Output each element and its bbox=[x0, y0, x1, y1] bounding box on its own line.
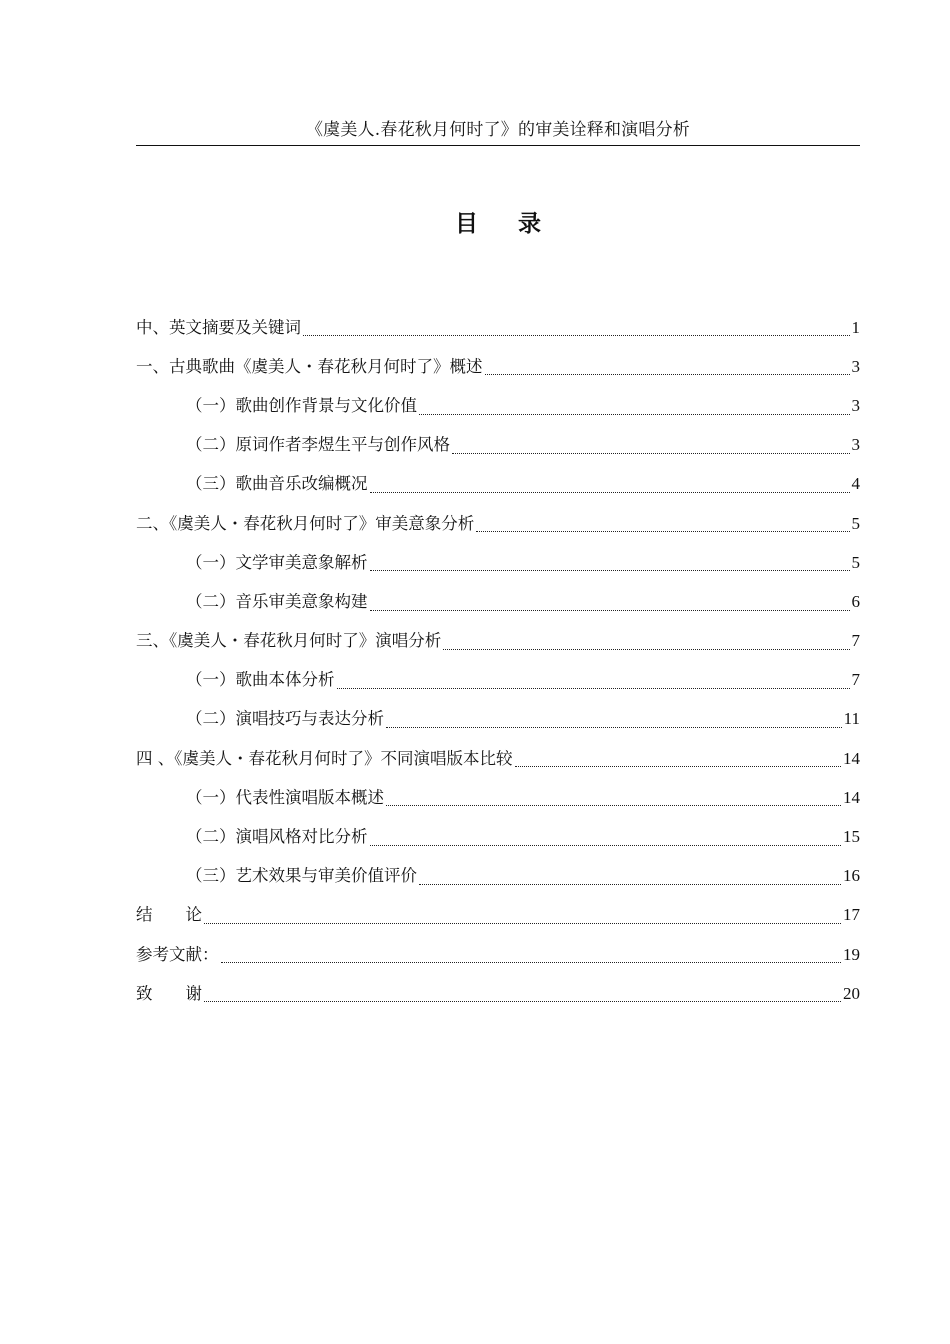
running-header: 《虞美人.春花秋月何时了》的审美诠释和演唱分析 bbox=[305, 120, 690, 140]
toc-entry-label: （二）原词作者李煜生平与创作风格 bbox=[186, 435, 450, 455]
toc-dot-leader bbox=[204, 923, 841, 924]
toc-dot-leader bbox=[221, 962, 842, 963]
toc-entry-label: （二）演唱技巧与表达分析 bbox=[186, 709, 384, 729]
toc-dot-leader bbox=[386, 805, 841, 806]
toc-dot-leader bbox=[370, 610, 850, 611]
toc-entry[interactable] bbox=[136, 739, 860, 778]
toc-dot-leader bbox=[370, 570, 850, 571]
toc-entry[interactable] bbox=[136, 347, 860, 386]
toc-entry-label: 二、《虞美人・春花秋月何时了》审美意象分析 bbox=[136, 513, 475, 533]
toc-list bbox=[136, 308, 860, 1013]
toc-dot-leader bbox=[476, 531, 849, 532]
toc-entry[interactable] bbox=[136, 700, 860, 739]
toc-dot-leader bbox=[443, 649, 849, 650]
toc-entry[interactable] bbox=[136, 386, 860, 425]
toc-entry-page: 5 bbox=[851, 513, 860, 533]
toc-entry[interactable] bbox=[136, 817, 860, 856]
toc-dot-leader bbox=[419, 414, 850, 415]
toc-entry-page: 5 bbox=[851, 552, 860, 572]
toc-entry[interactable] bbox=[136, 308, 860, 347]
toc-entry-page: 14 bbox=[843, 787, 860, 807]
toc-dot-leader bbox=[337, 688, 850, 689]
toc-entry-label: （一）文学审美意象解析 bbox=[186, 552, 368, 572]
toc-title: 目录 bbox=[455, 210, 581, 237]
toc-dot-leader bbox=[370, 845, 842, 846]
toc-entry-page: 7 bbox=[851, 631, 860, 651]
toc-entry-label: （三）艺术效果与审美价值评价 bbox=[186, 866, 417, 886]
toc-entry-label: （一）歌曲本体分析 bbox=[186, 670, 335, 690]
toc-entry[interactable] bbox=[136, 426, 860, 465]
toc-entry[interactable] bbox=[136, 465, 860, 504]
toc-entry-page: 19 bbox=[843, 944, 860, 964]
toc-entry-label: 一、古典歌曲《虞美人・春花秋月何时了》概述 bbox=[136, 356, 483, 376]
toc-entry[interactable] bbox=[136, 661, 860, 700]
toc-entry-page: 17 bbox=[843, 905, 860, 925]
toc-entry[interactable] bbox=[136, 504, 860, 543]
toc-entry-page: 3 bbox=[851, 356, 860, 376]
toc-entry[interactable] bbox=[136, 857, 860, 896]
header-rule bbox=[136, 145, 860, 146]
toc-entry-label: （一）歌曲创作背景与文化价值 bbox=[186, 395, 417, 415]
toc-entry-label: （一）代表性演唱版本概述 bbox=[186, 787, 384, 807]
toc-entry-page: 4 bbox=[851, 474, 860, 494]
toc-entry-page: 7 bbox=[851, 670, 860, 690]
toc-entry-label: 致 谢 bbox=[136, 983, 202, 1003]
toc-entry[interactable] bbox=[136, 543, 860, 582]
toc-entry-label: 四 、《虞美人・春花秋月何时了》不同演唱版本比较 bbox=[136, 748, 513, 768]
toc-entry[interactable] bbox=[136, 974, 860, 1013]
toc-entry-page: 20 bbox=[843, 983, 860, 1003]
toc-entry-label: 参考文献： bbox=[136, 944, 219, 964]
toc-dot-leader bbox=[204, 1001, 841, 1002]
toc-entry-page: 6 bbox=[851, 591, 860, 611]
toc-entry-label: （三）歌曲音乐改编概况 bbox=[186, 474, 368, 494]
toc-entry[interactable] bbox=[136, 778, 860, 817]
toc-entry-page: 14 bbox=[843, 748, 860, 768]
toc-entry-page: 16 bbox=[843, 866, 860, 886]
toc-entry-page: 1 bbox=[851, 317, 860, 337]
toc-dot-leader bbox=[370, 492, 850, 493]
toc-dot-leader bbox=[485, 374, 850, 375]
toc-entry-page: 15 bbox=[843, 827, 860, 847]
toc-dot-leader bbox=[452, 453, 850, 454]
toc-entry-label: （二）音乐审美意象构建 bbox=[186, 591, 368, 611]
toc-entry[interactable] bbox=[136, 582, 860, 621]
toc-dot-leader bbox=[303, 335, 850, 336]
toc-dot-leader bbox=[386, 727, 842, 728]
toc-entry-label: （二）演唱风格对比分析 bbox=[186, 827, 368, 847]
toc-dot-leader bbox=[515, 766, 842, 767]
toc-entry[interactable] bbox=[136, 896, 860, 935]
toc-entry-page: 11 bbox=[843, 709, 860, 729]
toc-entry[interactable] bbox=[136, 622, 860, 661]
toc-entry-page: 3 bbox=[851, 395, 860, 415]
toc-entry-label: 中、英文摘要及关键词 bbox=[136, 317, 301, 337]
toc-dot-leader bbox=[419, 884, 841, 885]
toc-entry-page: 3 bbox=[851, 435, 860, 455]
toc-entry[interactable] bbox=[136, 935, 860, 974]
toc-entry-label: 三、《虞美人・春花秋月何时了》演唱分析 bbox=[136, 631, 442, 651]
toc-entry-label: 结 论 bbox=[136, 905, 202, 925]
